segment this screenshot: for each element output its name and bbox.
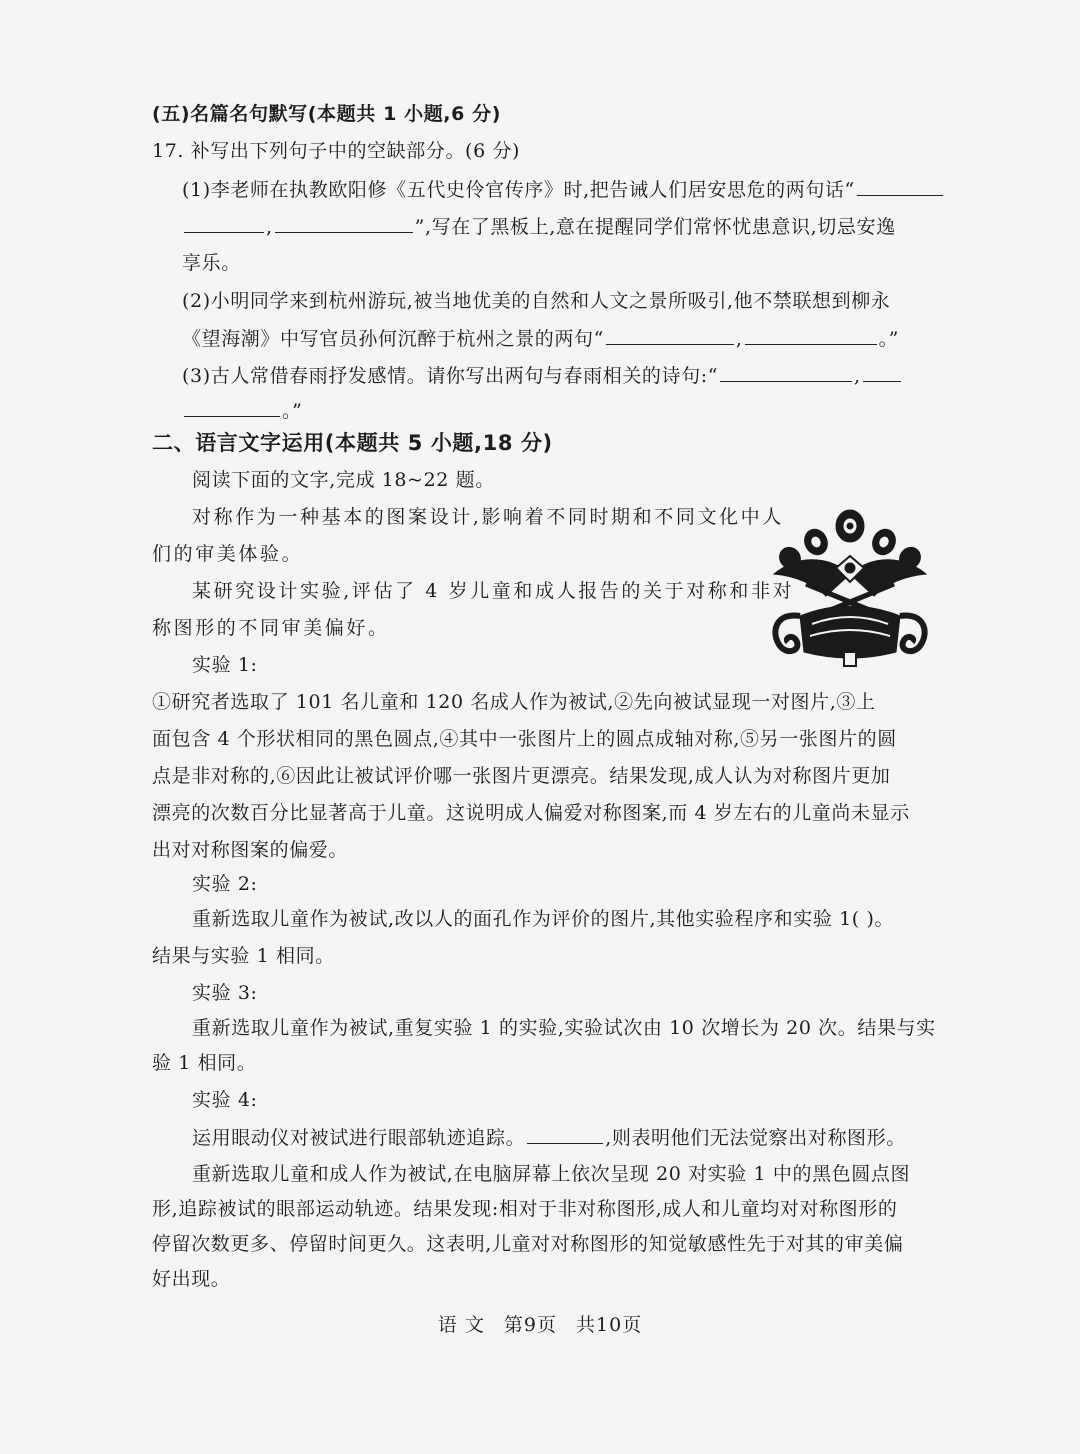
q17-part1-line2	[182, 212, 896, 241]
footer-subject: 语 文	[437, 1314, 485, 1336]
q17-p2-text: 《望海潮》中写官员孙何沉醉于杭州之景的两句“	[182, 328, 604, 350]
exp1-line3: 点是非对称的,⑥因此让被试评价哪一张图片更漂亮。结果发现,成人认为对称图片更加	[152, 765, 891, 787]
exp4-line3: 形,追踪被试的眼部运动轨迹。结果发现:相对于非对称图形,成人和儿童均对对称图形的	[152, 1198, 898, 1220]
q17-part2-line2	[182, 324, 899, 353]
comma: ,	[854, 365, 861, 387]
footer-total-pages: 共10页	[576, 1314, 643, 1336]
answer-blank[interactable]	[184, 396, 280, 417]
answer-blank[interactable]	[863, 361, 901, 382]
exp1-line5: 出对对称图案的偏爱。	[152, 839, 349, 861]
para2-line1: 某研究设计实验,评估了 4 岁儿童和成人报告的关于对称和非对	[192, 580, 795, 602]
answer-blank[interactable]	[606, 324, 734, 345]
exp2-line1: 重新选取儿童作为被试,改以人的面孔作为评价的图片,其他实验程序和实验 1( )。	[192, 908, 895, 930]
exp4-text-end: ,则表明他们无法觉察出对称图形。	[605, 1127, 906, 1149]
reading-intro: 阅读下面的文字,完成 18~22 题。	[192, 469, 495, 491]
exp3-title: 实验 3:	[192, 982, 258, 1004]
section2-heading: 二、语言文字运用(本题共 5 小题,18 分)	[152, 431, 553, 455]
comma: ,	[735, 328, 743, 350]
q17-part2-line1: (2)小明同学来到杭州游玩,被当地优美的自然和人文之景所吸引,他不禁联想到柳永	[182, 290, 891, 312]
close-quote: 。”	[282, 400, 303, 422]
para1-line1: 对称作为一种基本的图案设计,影响着不同时期和不同文化中人	[192, 506, 784, 528]
q17-part1-line1	[182, 175, 945, 204]
q17-part3-line2	[182, 396, 302, 425]
phoenix-crown-illustration	[766, 504, 934, 672]
q17-p1-text: (1)李老师在执教欧阳修《五代史伶官传序》时,把告诫人们居安思危的两句话“	[182, 179, 855, 201]
exp3-line2: 验 1 相同。	[152, 1052, 257, 1074]
answer-blank[interactable]	[184, 212, 264, 233]
answer-blank[interactable]	[275, 212, 413, 233]
exp4-text: 运用眼动仪对被试进行眼部轨迹追踪。	[192, 1127, 526, 1149]
q17-p1-text-end: ”,写在了黑板上,意在提醒同学们常怀忧患意识,切忌安逸	[414, 216, 896, 238]
exp4-title: 实验 4:	[192, 1089, 258, 1111]
answer-blank[interactable]	[745, 324, 877, 345]
exp2-title: 实验 2:	[192, 873, 258, 895]
q17-part3-line1	[182, 361, 903, 390]
exp1-line4: 漂亮的次数百分比显著高于儿童。这说明成人偏爱对称图案,而 4 岁左右的儿童尚未显示	[152, 802, 910, 824]
para2-line2: 称图形的不同审美偏好。	[152, 617, 390, 639]
para1-line2: 们的审美体验。	[152, 543, 304, 565]
exp4-line1	[192, 1123, 906, 1152]
exp2-line2: 结果与实验 1 相同。	[152, 945, 335, 967]
answer-blank[interactable]	[857, 175, 943, 196]
exp4-line5: 好出现。	[152, 1268, 231, 1290]
exp1-line2: 面包含 4 个形状相同的黑色圆点,④其中一张图片上的圆点成轴对称,⑤另一张图片的圆	[152, 728, 897, 750]
q17-p3-text: (3)古人常借春雨抒发感情。请你写出两句与春雨相关的诗句:“	[182, 365, 719, 387]
close-quote: 。”	[878, 328, 899, 350]
comma: ,	[266, 216, 273, 238]
q17-part1-line3: 享乐。	[182, 252, 241, 274]
page-footer	[0, 1310, 1080, 1337]
answer-blank[interactable]	[527, 1123, 603, 1144]
q17-prompt: 17. 补写出下列句子中的空缺部分。(6 分)	[152, 140, 521, 162]
section5-heading: (五)名篇名句默写(本题共 1 小题,6 分)	[152, 103, 502, 125]
exp4-line2: 重新选取儿童和成人作为被试,在电脑屏幕上依次呈现 20 对实验 1 中的黑色圆点图	[192, 1163, 911, 1185]
exp1-line1: ①研究者选取了 101 名儿童和 120 名成人作为被试,②先向被试显现一对图片,③上	[152, 691, 876, 713]
exp4-line4: 停留次数更多、停留时间更久。这表明,儿童对对称图形的知觉敏感性先于对其的审美偏	[152, 1233, 904, 1255]
footer-page-number: 第9页	[503, 1314, 557, 1336]
answer-blank[interactable]	[720, 361, 852, 382]
exp3-line1: 重新选取儿童作为被试,重复实验 1 的实验,实验试次由 10 次增长为 20 次。结果与实	[192, 1017, 936, 1039]
exp1-title: 实验 1:	[192, 654, 258, 676]
